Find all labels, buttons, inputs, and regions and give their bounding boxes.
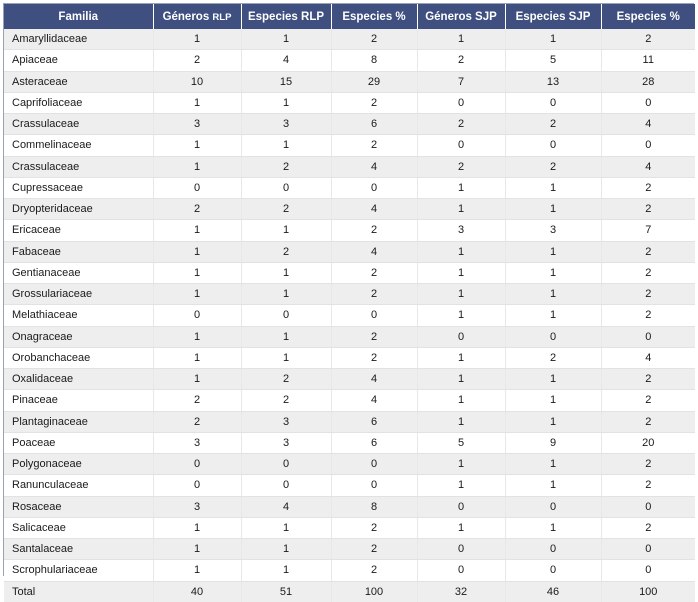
table-header-row [4, 4, 695, 29]
header-label: Especies SJP [515, 10, 591, 23]
cell-generos-sjp: 7 [417, 71, 505, 92]
cell-generos-rlp: 1 [153, 326, 241, 347]
header-familia [4, 4, 153, 29]
cell-generos-rlp: 1 [153, 347, 241, 368]
header-generos-rlp [153, 4, 241, 29]
table-row [4, 454, 695, 475]
cell-especies-rlp: 3 [241, 114, 331, 135]
cell-generos-sjp: 2 [417, 50, 505, 71]
table-row [4, 177, 695, 198]
cell-generos-rlp: 1 [153, 262, 241, 283]
cell-especies-rlp: 2 [241, 390, 331, 411]
cell-especies-pct-sjp: 2 [601, 411, 695, 432]
table-row [4, 92, 695, 113]
cell-familia: Commelinaceae [4, 135, 153, 156]
cell-especies-sjp: 1 [505, 199, 601, 220]
cell-especies-pct-rlp: 4 [331, 241, 417, 262]
family-species-table [4, 4, 695, 602]
cell-especies-rlp: 0 [241, 305, 331, 326]
cell-especies-rlp: 1 [241, 220, 331, 241]
cell-especies-pct-sjp: 0 [601, 496, 695, 517]
cell-especies-sjp: 3 [505, 220, 601, 241]
cell-generos-sjp: 1 [417, 262, 505, 283]
cell-generos-sjp: 1 [417, 369, 505, 390]
cell-generos-rlp: 1 [153, 92, 241, 113]
cell-especies-rlp: 2 [241, 199, 331, 220]
cell-generos-sjp: 1 [417, 305, 505, 326]
cell-generos-sjp: 1 [417, 475, 505, 496]
cell-especies-rlp: 1 [241, 262, 331, 283]
cell-familia: Rosaceae [4, 496, 153, 517]
cell-especies-sjp: 0 [505, 326, 601, 347]
cell-generos-sjp: 1 [417, 284, 505, 305]
table-row [4, 262, 695, 283]
cell-especies-sjp: 1 [505, 411, 601, 432]
cell-especies-sjp: 46 [505, 581, 601, 602]
cell-familia: Orobanchaceae [4, 347, 153, 368]
cell-generos-rlp: 1 [153, 284, 241, 305]
cell-familia: Oxalidaceae [4, 369, 153, 390]
header-label-suffix: RLP [212, 11, 232, 23]
cell-generos-rlp: 2 [153, 50, 241, 71]
cell-especies-pct-rlp: 4 [331, 199, 417, 220]
table-row [4, 347, 695, 368]
cell-generos-sjp: 2 [417, 156, 505, 177]
cell-generos-sjp: 1 [417, 517, 505, 538]
cell-especies-pct-sjp: 0 [601, 560, 695, 581]
total-row [4, 581, 695, 602]
cell-especies-sjp: 0 [505, 135, 601, 156]
cell-especies-sjp: 0 [505, 539, 601, 560]
cell-especies-pct-sjp: 2 [601, 241, 695, 262]
cell-especies-rlp: 4 [241, 50, 331, 71]
header-label: Especies RLP [247, 10, 325, 23]
cell-especies-rlp: 1 [241, 92, 331, 113]
cell-familia: Crassulaceae [4, 114, 153, 135]
table-row [4, 50, 695, 71]
header-label: Géneros [162, 10, 213, 23]
table-row [4, 475, 695, 496]
cell-especies-rlp: 1 [241, 284, 331, 305]
cell-especies-rlp: 2 [241, 156, 331, 177]
cell-especies-pct-rlp: 2 [331, 220, 417, 241]
cell-especies-sjp: 9 [505, 432, 601, 453]
cell-generos-sjp: 0 [417, 92, 505, 113]
cell-familia: Santalaceae [4, 539, 153, 560]
cell-especies-rlp: 2 [241, 369, 331, 390]
cell-especies-pct-rlp: 6 [331, 411, 417, 432]
cell-familia: Poaceae [4, 432, 153, 453]
cell-generos-rlp: 2 [153, 411, 241, 432]
cell-especies-pct-sjp: 2 [601, 454, 695, 475]
cell-especies-pct-rlp: 2 [331, 92, 417, 113]
cell-generos-sjp: 0 [417, 496, 505, 517]
table-row [4, 114, 695, 135]
cell-especies-sjp: 1 [505, 517, 601, 538]
cell-especies-pct-sjp: 0 [601, 326, 695, 347]
cell-especies-pct-sjp: 4 [601, 347, 695, 368]
cell-especies-pct-rlp: 2 [331, 326, 417, 347]
cell-especies-pct-sjp: 7 [601, 220, 695, 241]
cell-generos-sjp: 0 [417, 560, 505, 581]
cell-especies-rlp: 15 [241, 71, 331, 92]
table-body [4, 29, 695, 602]
cell-familia: Ranunculaceae [4, 475, 153, 496]
cell-especies-pct-sjp: 2 [601, 475, 695, 496]
cell-especies-rlp: 1 [241, 326, 331, 347]
cell-generos-sjp: 0 [417, 135, 505, 156]
header-label: Especies % [342, 10, 406, 23]
header-label: Especies % [616, 10, 680, 23]
table-row [4, 432, 695, 453]
cell-familia: Polygonaceae [4, 454, 153, 475]
table-row [4, 496, 695, 517]
cell-especies-sjp: 1 [505, 390, 601, 411]
cell-especies-pct-rlp: 2 [331, 135, 417, 156]
cell-especies-pct-sjp: 2 [601, 29, 695, 50]
cell-especies-sjp: 1 [505, 305, 601, 326]
cell-familia: Cupressaceae [4, 177, 153, 198]
cell-generos-sjp: 5 [417, 432, 505, 453]
cell-generos-sjp: 32 [417, 581, 505, 602]
cell-generos-sjp: 2 [417, 114, 505, 135]
cell-especies-rlp: 51 [241, 581, 331, 602]
cell-especies-sjp: 1 [505, 454, 601, 475]
cell-generos-sjp: 0 [417, 539, 505, 560]
cell-especies-pct-rlp: 0 [331, 177, 417, 198]
cell-especies-pct-sjp: 2 [601, 177, 695, 198]
cell-familia: Total [4, 581, 153, 602]
cell-especies-pct-rlp: 4 [331, 156, 417, 177]
cell-familia: Plantaginaceae [4, 411, 153, 432]
cell-especies-sjp: 1 [505, 177, 601, 198]
cell-especies-pct-rlp: 0 [331, 454, 417, 475]
cell-especies-sjp: 1 [505, 262, 601, 283]
cell-especies-pct-rlp: 6 [331, 114, 417, 135]
cell-familia: Ericaceae [4, 220, 153, 241]
table-row [4, 305, 695, 326]
cell-generos-rlp: 1 [153, 241, 241, 262]
cell-generos-rlp: 2 [153, 199, 241, 220]
cell-especies-pct-sjp: 0 [601, 539, 695, 560]
table-row [4, 517, 695, 538]
data-table-container [3, 3, 694, 598]
cell-especies-rlp: 3 [241, 411, 331, 432]
cell-especies-rlp: 4 [241, 496, 331, 517]
cell-generos-rlp: 1 [153, 156, 241, 177]
cell-generos-sjp: 1 [417, 177, 505, 198]
cell-especies-rlp: 0 [241, 475, 331, 496]
cell-especies-pct-rlp: 100 [331, 581, 417, 602]
cell-especies-sjp: 2 [505, 114, 601, 135]
header-especies-rlp [241, 4, 331, 29]
cell-especies-pct-rlp: 2 [331, 347, 417, 368]
cell-especies-pct-rlp: 2 [331, 560, 417, 581]
cell-especies-pct-rlp: 4 [331, 369, 417, 390]
cell-especies-sjp: 13 [505, 71, 601, 92]
cell-generos-rlp: 0 [153, 305, 241, 326]
cell-familia: Scrophulariaceae [4, 560, 153, 581]
header-label: Géneros SJP [425, 10, 497, 23]
cell-especies-pct-sjp: 2 [601, 305, 695, 326]
header-generos-sjp [417, 4, 505, 29]
cell-especies-sjp: 1 [505, 241, 601, 262]
cell-especies-rlp: 0 [241, 177, 331, 198]
cell-generos-rlp: 1 [153, 135, 241, 156]
table-row [4, 241, 695, 262]
cell-especies-sjp: 1 [505, 369, 601, 390]
cell-generos-rlp: 3 [153, 432, 241, 453]
cell-especies-pct-sjp: 28 [601, 71, 695, 92]
cell-especies-sjp: 0 [505, 560, 601, 581]
cell-especies-pct-rlp: 8 [331, 50, 417, 71]
cell-especies-pct-rlp: 2 [331, 284, 417, 305]
table-row [4, 220, 695, 241]
cell-especies-sjp: 2 [505, 347, 601, 368]
table-row [4, 135, 695, 156]
cell-generos-rlp: 10 [153, 71, 241, 92]
cell-especies-pct-sjp: 2 [601, 262, 695, 283]
cell-especies-rlp: 1 [241, 539, 331, 560]
cell-especies-pct-rlp: 2 [331, 517, 417, 538]
cell-familia: Crassulaceae [4, 156, 153, 177]
cell-especies-sjp: 5 [505, 50, 601, 71]
table-row [4, 539, 695, 560]
cell-especies-pct-rlp: 4 [331, 390, 417, 411]
cell-especies-rlp: 1 [241, 135, 331, 156]
cell-generos-rlp: 1 [153, 539, 241, 560]
cell-especies-pct-sjp: 2 [601, 517, 695, 538]
table-row [4, 284, 695, 305]
cell-especies-pct-rlp: 0 [331, 475, 417, 496]
cell-especies-sjp: 1 [505, 475, 601, 496]
cell-especies-rlp: 0 [241, 454, 331, 475]
cell-generos-sjp: 1 [417, 454, 505, 475]
cell-especies-pct-sjp: 100 [601, 581, 695, 602]
cell-especies-pct-rlp: 2 [331, 29, 417, 50]
table-row [4, 71, 695, 92]
cell-especies-pct-rlp: 6 [331, 432, 417, 453]
table-row [4, 369, 695, 390]
cell-especies-sjp: 1 [505, 29, 601, 50]
cell-especies-pct-sjp: 4 [601, 114, 695, 135]
cell-generos-rlp: 0 [153, 475, 241, 496]
cell-especies-pct-rlp: 29 [331, 71, 417, 92]
cell-familia: Onagraceae [4, 326, 153, 347]
cell-familia: Grossulariaceae [4, 284, 153, 305]
header-especies-pct-rlp [331, 4, 417, 29]
cell-generos-rlp: 1 [153, 220, 241, 241]
table-row [4, 326, 695, 347]
table-row [4, 156, 695, 177]
cell-generos-sjp: 1 [417, 347, 505, 368]
cell-generos-sjp: 1 [417, 241, 505, 262]
table-row [4, 560, 695, 581]
cell-generos-rlp: 0 [153, 177, 241, 198]
cell-especies-pct-sjp: 11 [601, 50, 695, 71]
cell-especies-pct-sjp: 0 [601, 135, 695, 156]
cell-generos-rlp: 1 [153, 560, 241, 581]
cell-generos-rlp: 1 [153, 369, 241, 390]
cell-familia: Apiaceae [4, 50, 153, 71]
cell-generos-sjp: 1 [417, 390, 505, 411]
cell-especies-pct-sjp: 2 [601, 284, 695, 305]
cell-especies-pct-rlp: 2 [331, 539, 417, 560]
cell-familia: Gentianaceae [4, 262, 153, 283]
table-row [4, 411, 695, 432]
table-row [4, 29, 695, 50]
cell-generos-sjp: 1 [417, 199, 505, 220]
cell-generos-rlp: 40 [153, 581, 241, 602]
cell-especies-rlp: 1 [241, 560, 331, 581]
cell-especies-rlp: 1 [241, 347, 331, 368]
cell-especies-pct-rlp: 0 [331, 305, 417, 326]
cell-especies-pct-sjp: 0 [601, 92, 695, 113]
cell-generos-sjp: 1 [417, 411, 505, 432]
cell-familia: Asteraceae [4, 71, 153, 92]
header-especies-pct-sjp [601, 4, 695, 29]
cell-generos-rlp: 2 [153, 390, 241, 411]
cell-especies-sjp: 2 [505, 156, 601, 177]
cell-generos-sjp: 3 [417, 220, 505, 241]
cell-especies-rlp: 2 [241, 241, 331, 262]
cell-familia: Dryopteridaceae [4, 199, 153, 220]
cell-especies-rlp: 1 [241, 517, 331, 538]
cell-familia: Salicaceae [4, 517, 153, 538]
header-especies-sjp [505, 4, 601, 29]
cell-especies-pct-sjp: 20 [601, 432, 695, 453]
cell-especies-pct-sjp: 2 [601, 390, 695, 411]
cell-generos-rlp: 1 [153, 29, 241, 50]
cell-especies-pct-sjp: 2 [601, 369, 695, 390]
header-label: Familia [58, 10, 99, 23]
table-row [4, 199, 695, 220]
cell-familia: Amaryllidaceae [4, 29, 153, 50]
cell-especies-pct-rlp: 2 [331, 262, 417, 283]
cell-especies-pct-sjp: 2 [601, 199, 695, 220]
cell-generos-sjp: 0 [417, 326, 505, 347]
cell-especies-sjp: 0 [505, 92, 601, 113]
cell-especies-sjp: 0 [505, 496, 601, 517]
cell-familia: Melathiaceae [4, 305, 153, 326]
cell-familia: Caprifoliaceae [4, 92, 153, 113]
cell-familia: Fabaceae [4, 241, 153, 262]
cell-generos-rlp: 3 [153, 114, 241, 135]
cell-especies-rlp: 1 [241, 29, 331, 50]
cell-generos-rlp: 0 [153, 454, 241, 475]
cell-especies-rlp: 3 [241, 432, 331, 453]
table-row [4, 390, 695, 411]
cell-generos-rlp: 1 [153, 517, 241, 538]
cell-especies-pct-sjp: 4 [601, 156, 695, 177]
cell-familia: Pinaceae [4, 390, 153, 411]
cell-especies-sjp: 1 [505, 284, 601, 305]
cell-especies-pct-rlp: 8 [331, 496, 417, 517]
cell-generos-sjp: 1 [417, 29, 505, 50]
cell-generos-rlp: 3 [153, 496, 241, 517]
